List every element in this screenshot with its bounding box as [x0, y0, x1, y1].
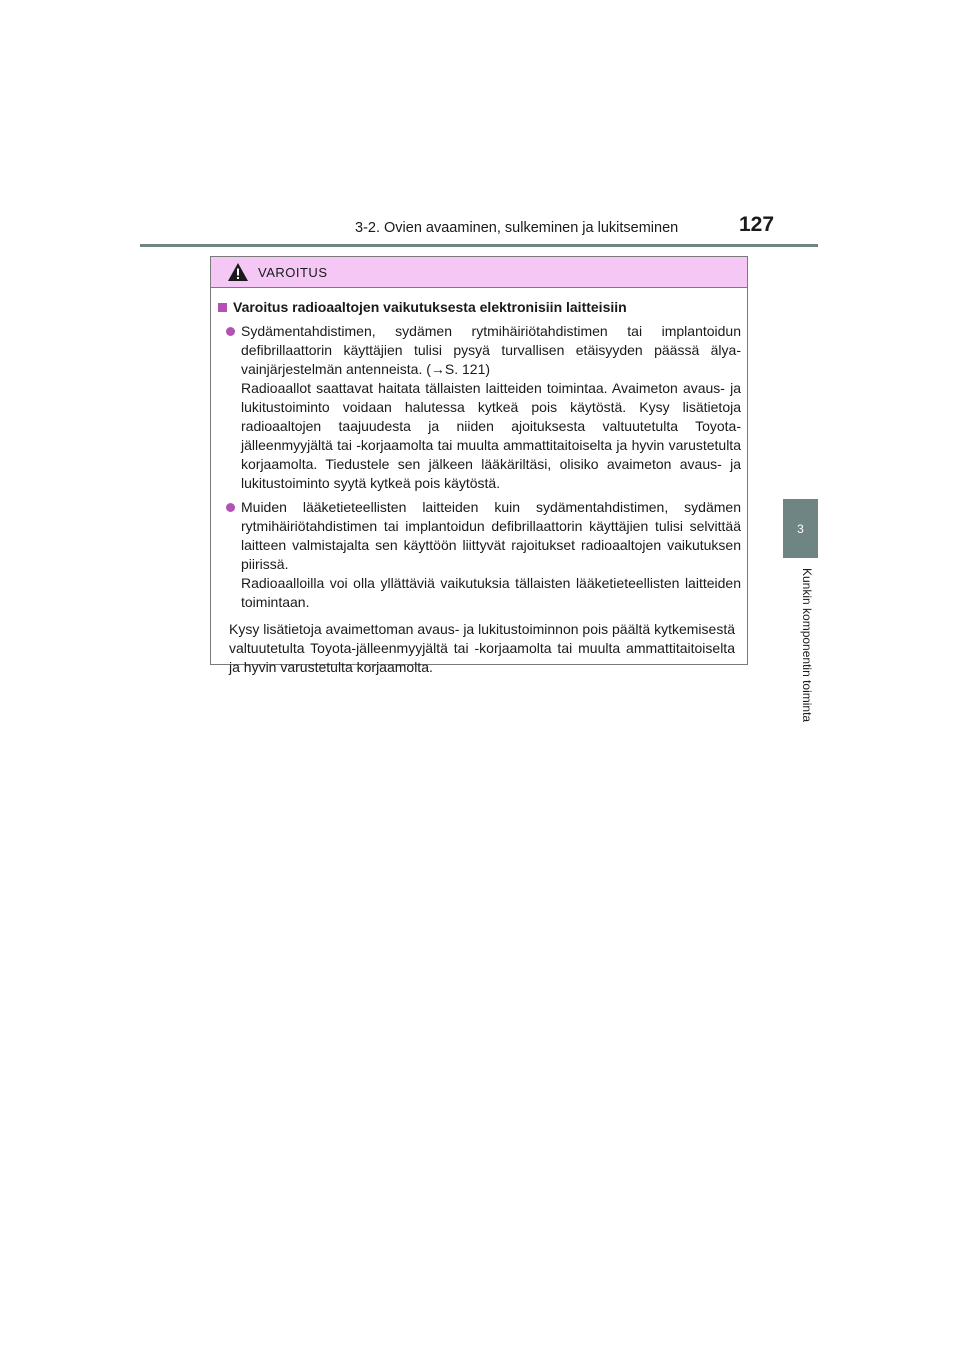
- warning-section-heading: [217, 298, 741, 317]
- warning-header: [211, 257, 747, 288]
- warning-label: VAROITUS: [258, 264, 328, 280]
- square-bullet-icon: [218, 303, 227, 312]
- warning-body: [211, 288, 747, 677]
- chapter-side-label: Kunkin komponentin toiminta: [800, 568, 814, 723]
- running-header: 3-2. Ovien avaaminen, sulkeminen ja lukitseminen: [355, 220, 679, 236]
- circle-bullet-icon: [226, 503, 235, 512]
- section-heading-text: Varoitus radioaaltojen vaikutuksesta elektronisiin laitteisiin: [233, 299, 627, 315]
- chapter-tab: [783, 499, 818, 558]
- bullet-paragraph: Muiden lääketieteellisten laitteiden kuin sydämentahdistimen, sydämen rytmihäiriötahdistimen tai implantoidun defibrillaattorin käyttäjien tulisi selvittää laitteen valmistajalta sen käyttöön liittyvät rajoitukset radioaaltojen vaikutuksen piirissä.: [241, 499, 741, 572]
- bullet-paragraph: Sydämentahdistimen, sydämen rytmihäiriötahdistimen tai implantoidun defibrillaattorin käyttäjien tulisi pysyä turvallisen etäisyyden päässä älyavainjärjestelmän antenneista. (→S. 121): [241, 323, 741, 377]
- bullet-item: [217, 498, 741, 612]
- bullet-paragraph: Radioaalloilla voi olla yllättäviä vaikutuksia tällaisten lääketieteellisten laitteiden toimintaan.: [241, 575, 741, 610]
- chapter-number: 3: [797, 521, 804, 536]
- bullet-item: [217, 322, 741, 493]
- warning-box: [210, 256, 748, 675]
- circle-bullet-icon: [226, 327, 235, 336]
- bullet-paragraph: Radioaallot saattavat haitata tällaisten laitteiden toimintaa. Avaimeton avaus- ja lukitustoiminto voidaan halutessa kytkeä pois käytöstä. Kysy lisätietoja radioaaltojen taajuudesta ja niiden ajoituksesta valtuutetulta Toyota-jälleenmyyjältä tai -korjaamolta tai muulta ammattitaitoiselta ja hyvin varustetulta korjaamolta. Tiedustele sen jälkeen lääkäriltäsi, olisiko avaimeton avaus- ja lukitustoiminto syytä kytkeä pois käytöstä.: [241, 380, 741, 491]
- warning-triangle-icon: [227, 262, 249, 282]
- warning-note: Kysy lisätietoja avaimettoman avaus- ja lukitustoiminnon pois päältä kytkemisestä valtuutetulta Toyota-jälleenmyyjältä tai -korjaamolta tai muulta ammattitaitoiselta ja hyvin varustetulta korjaamolta.: [229, 621, 735, 675]
- header-divider: [140, 244, 818, 247]
- page-number: 127: [739, 213, 775, 236]
